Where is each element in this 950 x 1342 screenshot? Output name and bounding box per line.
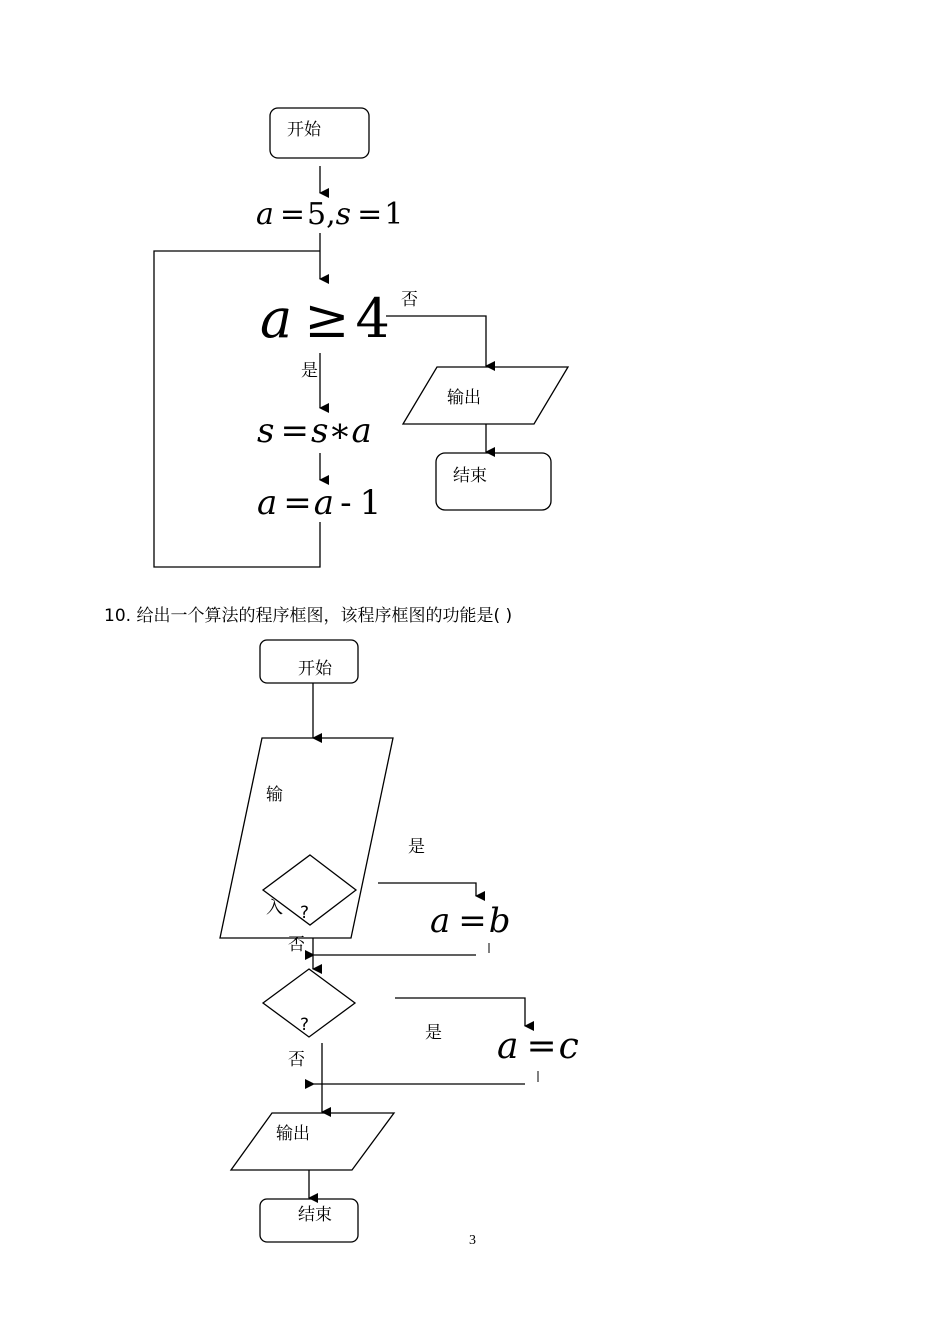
process-decrement: a =a - 1 [257, 483, 382, 523]
page-number: 3 [469, 1233, 476, 1248]
yes-label: 是 [301, 361, 318, 381]
no-label: 否 [401, 290, 418, 310]
flowchart-1 [154, 108, 568, 567]
end-label: 结束 [453, 466, 487, 486]
no-label-2: 否 [288, 1050, 305, 1070]
input-label-bottom: 入 [266, 898, 283, 918]
start-label-2: 开始 [298, 659, 332, 679]
decision-2-mark: ? [300, 1015, 310, 1035]
loop-condition: a ≥ 4 [260, 287, 390, 350]
arrow-yes-1 [378, 883, 476, 896]
init-statement: a =5,s =1 [256, 197, 404, 232]
arrow-no-branch [386, 316, 486, 366]
flowchart-2 [220, 640, 579, 1242]
yes-label-1: 是 [408, 837, 425, 857]
yes-label-2: 是 [425, 1023, 442, 1043]
assign-a-c: a =c [497, 1026, 579, 1067]
end-label-2: 结束 [298, 1205, 332, 1225]
no-label-1: 否 [288, 935, 305, 955]
output-box [403, 367, 568, 424]
arrow-yes-2 [395, 998, 525, 1026]
question-text: 10. 给出一个算法的程序框图，该程序框图的功能是( ) [104, 606, 513, 626]
assign-a-b: a =b [430, 901, 511, 941]
start-label: 开始 [287, 120, 321, 140]
process-multiply: s =s∗a [257, 411, 372, 451]
output-label-2: 输出 [276, 1124, 310, 1144]
input-label-top: 输 [266, 785, 283, 805]
output-box-2 [231, 1113, 394, 1170]
output-label: 输出 [447, 388, 481, 408]
decision-1-mark: ? [300, 903, 310, 923]
